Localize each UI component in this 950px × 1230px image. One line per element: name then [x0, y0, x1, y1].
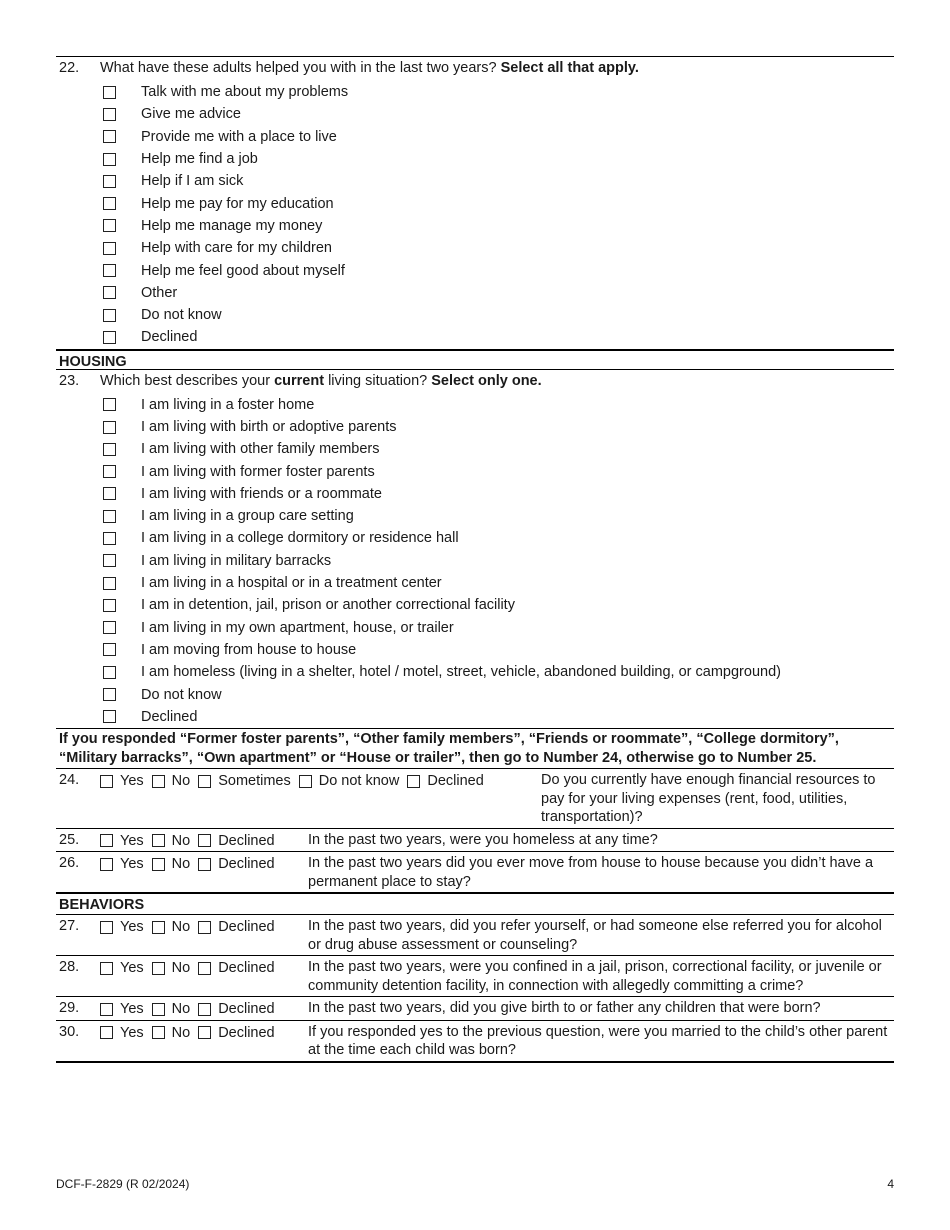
q23-checkbox-i-am-living-in-my-own-apartment-house-or[interactable] [103, 621, 116, 634]
q23-option-label: I am homeless (living in a shelter, hotel / motel, street, vehicle, abandoned building, or campground) [141, 664, 781, 681]
q22-options [59, 81, 894, 349]
q22-option-label: Other [141, 284, 178, 301]
choice-declined[interactable] [198, 959, 274, 978]
choice-declined[interactable] [198, 1000, 274, 1019]
checkbox-declined[interactable] [198, 921, 211, 934]
q22-checkbox-help-if-i-am-sick[interactable] [103, 175, 116, 188]
q23-checkbox-i-am-living-in-military-barracks[interactable] [103, 554, 116, 567]
question-22-prompt [59, 58, 894, 79]
section-heading-housing: HOUSING [56, 349, 894, 370]
question-number: 30. [59, 1023, 80, 1040]
checkbox-declined[interactable] [198, 1026, 211, 1039]
question-text: If you responded yes to the previous question, were you married to the child’s other parent at the time each child was born? [308, 1023, 888, 1059]
q23-option-label: I am living in my own apartment, house, or trailer [141, 619, 454, 636]
q23-option-label: I am living in a foster home [141, 396, 315, 413]
choice-label: No [171, 919, 191, 936]
q23-checkbox-i-am-living-with-birth-or-adoptive-paren[interactable] [103, 421, 116, 434]
q23-option-label: I am living with birth or adoptive parents [141, 419, 397, 435]
checkbox-declined[interactable] [198, 834, 211, 847]
q23-option[interactable] [59, 661, 894, 683]
choice-label: No [171, 960, 191, 977]
question-23 [56, 370, 894, 728]
q23-option-label: I am moving from house to house [141, 641, 357, 658]
checkbox-declined[interactable] [198, 962, 211, 975]
choice-yes[interactable] [100, 959, 144, 978]
q22-checkbox-help-me-manage-my-money[interactable] [103, 219, 116, 232]
q22-checkbox-help-with-care-for-my-children[interactable] [103, 242, 116, 255]
checkbox-no[interactable] [152, 834, 165, 847]
question-instruction: Select only one. [431, 372, 542, 389]
q22-option[interactable] [59, 170, 894, 192]
q23-option[interactable] [59, 639, 894, 661]
question-text: Which best describes your [100, 372, 275, 389]
choice-label: Do not know [318, 773, 400, 790]
question-text: In the past two years, were you confined in a jail, prison, correctional facility, or juvenile or community detention facility, in connection with allegedly committing a crime? [308, 959, 882, 994]
choice-label: No [171, 1001, 191, 1018]
question-text: In the past two years, did you give birth to or father any children that were born? [308, 1000, 821, 1017]
q22-option-label: Help with care for my children [141, 240, 332, 257]
q23-option[interactable] [59, 594, 894, 616]
question-number: 29. [59, 1000, 80, 1017]
q23-checkbox-i-am-living-in-a-group-care-setting[interactable] [103, 510, 116, 523]
checkbox-no[interactable] [152, 921, 165, 934]
q23-checkbox-i-am-homeless-living-in-a-shelter-hotel-[interactable] [103, 666, 116, 679]
question-number: 25. [59, 831, 80, 848]
q22-checkbox-do-not-know[interactable] [103, 309, 116, 322]
choice-yes[interactable] [100, 1000, 144, 1019]
q23-option[interactable] [59, 505, 894, 527]
question-number: 23. [59, 372, 80, 389]
q22-checkbox-help-me-feel-good-about-myself[interactable] [103, 264, 116, 277]
choice-yes[interactable] [100, 832, 144, 851]
q23-checkbox-i-am-living-with-former-foster-parents[interactable] [103, 465, 116, 478]
choice-yes[interactable] [100, 918, 144, 937]
checkbox-declined[interactable] [198, 1003, 211, 1016]
q23-checkbox-i-am-moving-from-house-to-house[interactable] [103, 643, 116, 656]
form-id: DCF-F-2829 (R 02/2024) [56, 1177, 190, 1191]
q22-option-label: Help if I am sick [141, 173, 244, 190]
checkbox-yes[interactable] [100, 921, 113, 934]
q22-option[interactable] [59, 237, 894, 259]
q22-checkbox-talk-with-me-about-my-problems[interactable] [103, 86, 116, 99]
q23-checkbox-i-am-living-with-other-family-members[interactable] [103, 443, 116, 456]
q23-option[interactable] [59, 483, 894, 505]
question-text: What have these adults helped you with in the last two years? [100, 60, 497, 76]
checkbox-sometimes[interactable] [198, 775, 211, 788]
q23-option-label: I am living with other family members [141, 441, 380, 458]
choice-label: No [171, 1024, 191, 1041]
checkbox-yes[interactable] [100, 962, 113, 975]
checkbox-yes[interactable] [100, 775, 113, 788]
question-emphasis: current [274, 372, 325, 389]
choice-sometimes[interactable] [198, 772, 291, 791]
choice-label: Yes [120, 832, 144, 849]
question-24 [56, 769, 894, 829]
choice-label: No [171, 832, 191, 849]
choice-no[interactable] [152, 832, 191, 851]
q22-checkbox-help-me-find-a-job[interactable] [103, 153, 116, 166]
question-number: 24. [59, 772, 80, 789]
choice-label: No [171, 856, 191, 873]
q22-checkbox-declined[interactable] [103, 331, 116, 344]
checkbox-no[interactable] [152, 1026, 165, 1039]
choice-no[interactable] [152, 1000, 191, 1019]
q22-option[interactable] [59, 326, 894, 348]
choice-yes[interactable] [100, 772, 144, 791]
q22-option-label: Help me feel good about myself [141, 262, 345, 279]
q23-option[interactable] [59, 527, 894, 549]
question-text: Do you currently have enough financial resources to pay for your living expenses (rent, food, utilities, transportation)? [541, 772, 876, 826]
q22-checkbox-provide-me-with-a-place-to-live[interactable] [103, 130, 116, 143]
question-number: 22. [59, 60, 80, 76]
q23-option[interactable] [59, 617, 894, 639]
choice-no[interactable] [152, 959, 191, 978]
q22-checkbox-give-me-advice[interactable] [103, 108, 116, 121]
q26-choices [100, 853, 308, 891]
question-text: In the past two years, were you homeless at any time? [308, 831, 658, 848]
question-instruction: Select all that apply. [500, 60, 639, 76]
q22-option[interactable] [59, 282, 894, 304]
choice-no[interactable] [152, 1024, 191, 1043]
survey-form [56, 56, 894, 1063]
choice-label: Sometimes [218, 773, 291, 790]
choice-label: No [171, 773, 191, 790]
choice-do-not-know[interactable] [299, 772, 400, 791]
question-29 [56, 997, 894, 1021]
choice-label: Declined [218, 1001, 275, 1018]
choice-yes[interactable] [100, 1024, 144, 1043]
checkbox-no[interactable] [152, 858, 165, 871]
q23-option-label: I am living in a group care setting [141, 508, 354, 525]
q23-option[interactable] [59, 683, 894, 705]
q23-option[interactable] [59, 394, 894, 416]
q23-checkbox-do-not-know[interactable] [103, 688, 116, 701]
q23-options [59, 394, 894, 728]
q22-option-label: Help me find a job [141, 151, 258, 168]
q22-option-label: Help me pay for my education [141, 195, 334, 212]
checkbox-yes[interactable] [100, 834, 113, 847]
checkbox-yes[interactable] [100, 1026, 113, 1039]
q23-option[interactable] [59, 438, 894, 460]
q23-checkbox-i-am-living-in-a-college-dormitory-or-re[interactable] [103, 532, 116, 545]
q22-option-label: Talk with me about my problems [141, 84, 349, 101]
choice-label: Declined [218, 1024, 275, 1041]
question-25 [56, 829, 894, 853]
checkbox-yes[interactable] [100, 1003, 113, 1016]
choice-label: Declined [218, 919, 275, 936]
checkbox-do-not-know[interactable] [299, 775, 312, 788]
q23-option-label: I am living in a hospital or in a treatment center [141, 575, 442, 592]
choice-label: Yes [120, 960, 144, 977]
question-number: 26. [59, 855, 80, 872]
q23-option-label: I am living in military barracks [141, 552, 332, 569]
q22-option[interactable] [59, 126, 894, 148]
question-text: In the past two years, did you refer yourself, or had someone else referred you for alcohol or drug abuse assessment or counseling? [308, 918, 882, 953]
choice-no[interactable] [152, 855, 191, 874]
q22-checkbox-help-me-pay-for-my-education[interactable] [103, 197, 116, 210]
q23-option-label: I am living with friends or a roommate [141, 485, 382, 502]
choice-yes[interactable] [100, 855, 144, 874]
q30-choices [100, 1022, 308, 1060]
q23-option[interactable] [59, 572, 894, 594]
checkbox-declined[interactable] [407, 775, 420, 788]
skip-instruction: If you responded “Former foster parents”, “Other family members”, “Friends or roommate”, “College dormitory”, “Military barracks”, “Own apartment” or “House or trailer”, then go to Number 24, otherwise go to Number 25. [56, 728, 894, 769]
checkbox-yes[interactable] [100, 858, 113, 871]
question-22 [56, 57, 894, 349]
choice-declined[interactable] [198, 832, 274, 851]
choice-declined[interactable] [198, 1024, 274, 1043]
q22-option[interactable] [59, 103, 894, 125]
q22-option-label: Do not know [141, 307, 222, 324]
q22-option[interactable] [59, 259, 894, 281]
choice-declined[interactable] [198, 855, 274, 874]
choice-declined[interactable] [407, 772, 483, 791]
choice-label: Yes [120, 919, 144, 936]
q23-checkbox-i-am-living-in-a-hospital-or-in-a-treatm[interactable] [103, 577, 116, 590]
q23-option-label: I am living in a college dormitory or residence hall [141, 530, 459, 547]
q23-option[interactable] [59, 416, 894, 438]
question-text: living situation? [324, 372, 428, 389]
q22-option-label: Give me advice [141, 106, 241, 123]
q24-choices [100, 770, 541, 827]
q22-checkbox-other[interactable] [103, 286, 116, 299]
q23-option[interactable] [59, 706, 894, 728]
checkbox-no[interactable] [152, 1003, 165, 1016]
choice-label: Yes [120, 1001, 144, 1018]
q23-option[interactable] [59, 460, 894, 482]
q22-option-label: Provide me with a place to live [141, 128, 337, 145]
q23-checkbox-declined[interactable] [103, 710, 116, 723]
q22-option[interactable] [59, 215, 894, 237]
checkbox-no[interactable] [152, 775, 165, 788]
choice-label: Declined [218, 960, 275, 977]
question-27 [56, 915, 894, 956]
q29-choices [100, 998, 308, 1019]
q22-option-label: Declined [141, 329, 198, 346]
choice-label: Declined [427, 773, 484, 790]
page-number: 4 [887, 1177, 894, 1191]
choice-label: Declined [218, 832, 275, 849]
question-26 [56, 852, 894, 894]
q22-option[interactable] [59, 304, 894, 326]
choice-no[interactable] [152, 772, 191, 791]
q22-option[interactable] [59, 148, 894, 170]
q23-checkbox-i-am-living-with-friends-or-a-roommate[interactable] [103, 487, 116, 500]
q28-choices [100, 957, 308, 995]
checkbox-declined[interactable] [198, 858, 211, 871]
checkbox-no[interactable] [152, 962, 165, 975]
choice-declined[interactable] [198, 918, 274, 937]
choice-label: Yes [120, 1024, 144, 1041]
q23-option[interactable] [59, 550, 894, 572]
q23-option-label: Do not know [141, 686, 222, 703]
section-heading-behaviors: BEHAVIORS [56, 894, 894, 915]
question-23-prompt [59, 371, 894, 392]
question-30 [56, 1021, 894, 1063]
choice-label: Yes [120, 773, 144, 790]
choice-label: Yes [120, 856, 144, 873]
choice-no[interactable] [152, 918, 191, 937]
q22-option[interactable] [59, 192, 894, 214]
q23-option-label: Declined [141, 708, 198, 725]
choice-label: Declined [218, 856, 275, 873]
q23-checkbox-i-am-living-in-a-foster-home[interactable] [103, 398, 116, 411]
question-28 [56, 956, 894, 997]
question-number: 27. [59, 918, 80, 935]
q22-option-label: Help me manage my money [141, 217, 323, 234]
q25-choices [100, 830, 308, 851]
q27-choices [100, 916, 308, 954]
question-number: 28. [59, 959, 80, 976]
q23-checkbox-i-am-in-detention-jail-prison-or-another[interactable] [103, 599, 116, 612]
q23-option-label: I am living with former foster parents [141, 463, 375, 480]
q22-option[interactable] [59, 81, 894, 103]
q23-option-label: I am in detention, jail, prison or another correctional facility [141, 597, 515, 614]
question-text: In the past two years did you ever move from house to house because you didn’t have a permanent place to stay? [308, 855, 874, 890]
